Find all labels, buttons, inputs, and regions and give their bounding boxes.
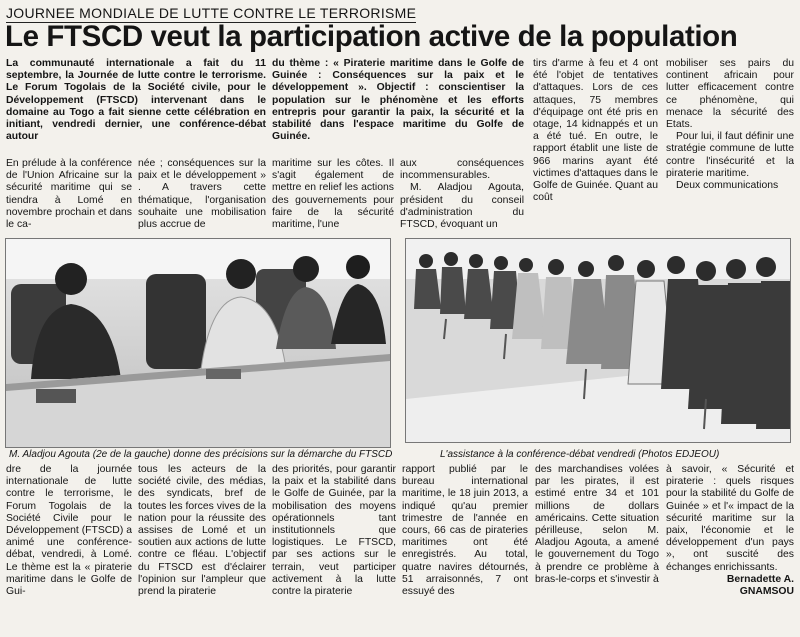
conference-panel-photo [5,238,391,448]
article-headline: Le FTSCD veut la participation active de la population [5,20,738,53]
body-column-4: aux conséquences incommensurables. M. Aladjou Agouta, président du conseil d'administration du FTSCD, évoquant un [400,158,524,231]
photo-caption-left: M. Aladjou Agouta (2e de la gauche) donne des précisions sur la démarche du FTSCD [9,449,393,460]
lower-column-2: tous les acteurs de la société civile, des médias, des syndicats, bref de toutes les forces vives de la nation pour la réussite des assises de Lomé et un soutien aux actions de lutte contre ce fléau. L'objectif du FTSCD est d'éclairer l'opinion sur l'ampleur que prend la piraterie [138,464,266,598]
photo-caption-right: L'assistance à la conférence-débat vendredi (Photos EDJEOU) [440,449,720,460]
lower-column-4: rapport publié par le bureau international maritime, le 18 juin 2013, a indiqué qu'au premier trimestre de l'année en cours, 66 cas de pirateries maritimes ont été enregistrés. Au total, quatre navires détournés, 51 arraisonnés, 7 ont essuyé des [402,464,528,598]
lower-column-5: des marchandises volées par les pirates, il est estimé entre 34 et 101 millions de dollars américains. Cette situation périlleuse, selon M. Aladjou Agouta, a amené le gouvernement du Togo à prendre ce problème à bras-le-corps et s'investir à [535,464,659,585]
byline-last-name: GNAMSOU [739,586,794,598]
byline [666,574,794,598]
lower-column-6: à savoir, « Sécurité et piraterie : quels risques pour la stabilité du Golfe de Guinée » et l'« impact de la sécurité maritime sur la paix, l'économie et le développement d'un pays », ont suscité des échanges enrichissants. Bernadette A. GNAMSOU [666,464,794,598]
lead-paragraph-part2: du thème : « Piraterie maritime dans le Golfe de Guinée : Conséquences sur la paix et le développement ». Objectif : conscientiser la population sur le phénomène et les efforts entrepris pour garantir la paix, la sécurité et la stabilité dans l'espace maritime du Golfe de Guinée. [272,58,524,143]
body-column-5: tirs d'arme à feu et 4 ont été l'objet de tentatives d'attaques. Lors de ces attaques, 75 membres d'équipage ont été pris en otage, 14 kidnappés et un a été tué. En outre, le rapport établit une liste de 966 marins ayant été victimes d'attaques dans le Golfe de Guinée. Quant au coût [533,58,658,204]
body-column-6: mobiliser ses pairs du continent africain pour lutter efficacement contre ce phénomène, qui menace la sécurité des Etats. Pour lui, il faut définir une stratégie commune de lutte contre l'insécurité et la piraterie maritime. Deux communications [666,58,794,192]
article-kicker: JOURNEE MONDIALE DE LUTTE CONTRE LE TERRORISME [6,5,417,21]
audience-photo [405,238,791,443]
byline-first-name: Bernadette A. [726,573,794,585]
lower-column-1: dre de la journée internationale de lutte contre le terrorisme, le Forum Togolais de la Société Civile pour le Développement (FTSCD) a animé une conférence-débat, vendredi, à Lomé. Le thème est la « piraterie maritime dans le Golfe de Gui- [6,464,132,598]
body-column-3: maritime sur les côtes. Il s'agit également de mettre en relief les actions des gouvernements pour faire de la sécurité maritime, l'une [272,158,394,231]
body-column-1: En prélude à la conférence de l'Union Africaine sur la sécurité maritime qui se tiendra à Lomé en novembre prochain et dans le ca- [6,158,132,231]
lower-column-3: des priorités, pour garantir la paix et la stabilité dans le Golfe de Guinée, par la mobilisation des moyens opérationnels tant institutionnels que logistiques. Le FTSCD, par ses actions sur le terrain, veut participer activement à la lutte contre la piraterie [272,464,396,598]
lead-paragraph-part1: La communauté internationale a fait du 11 septembre, la Journée de lutte contre le terrorisme. Le Forum Togolais de la Société civile, pour le Développement (FTSCD) intervenant dans le domaine au Togo a fait sienne cette célébration en initiant, vendredi dernier, une conférence-débat autour [6,58,266,143]
body-column-2: née ; conséquences sur la paix et le développement » . A travers cette thématique, l'organisation souhaite une mobilisation plus accrue de [138,158,266,231]
